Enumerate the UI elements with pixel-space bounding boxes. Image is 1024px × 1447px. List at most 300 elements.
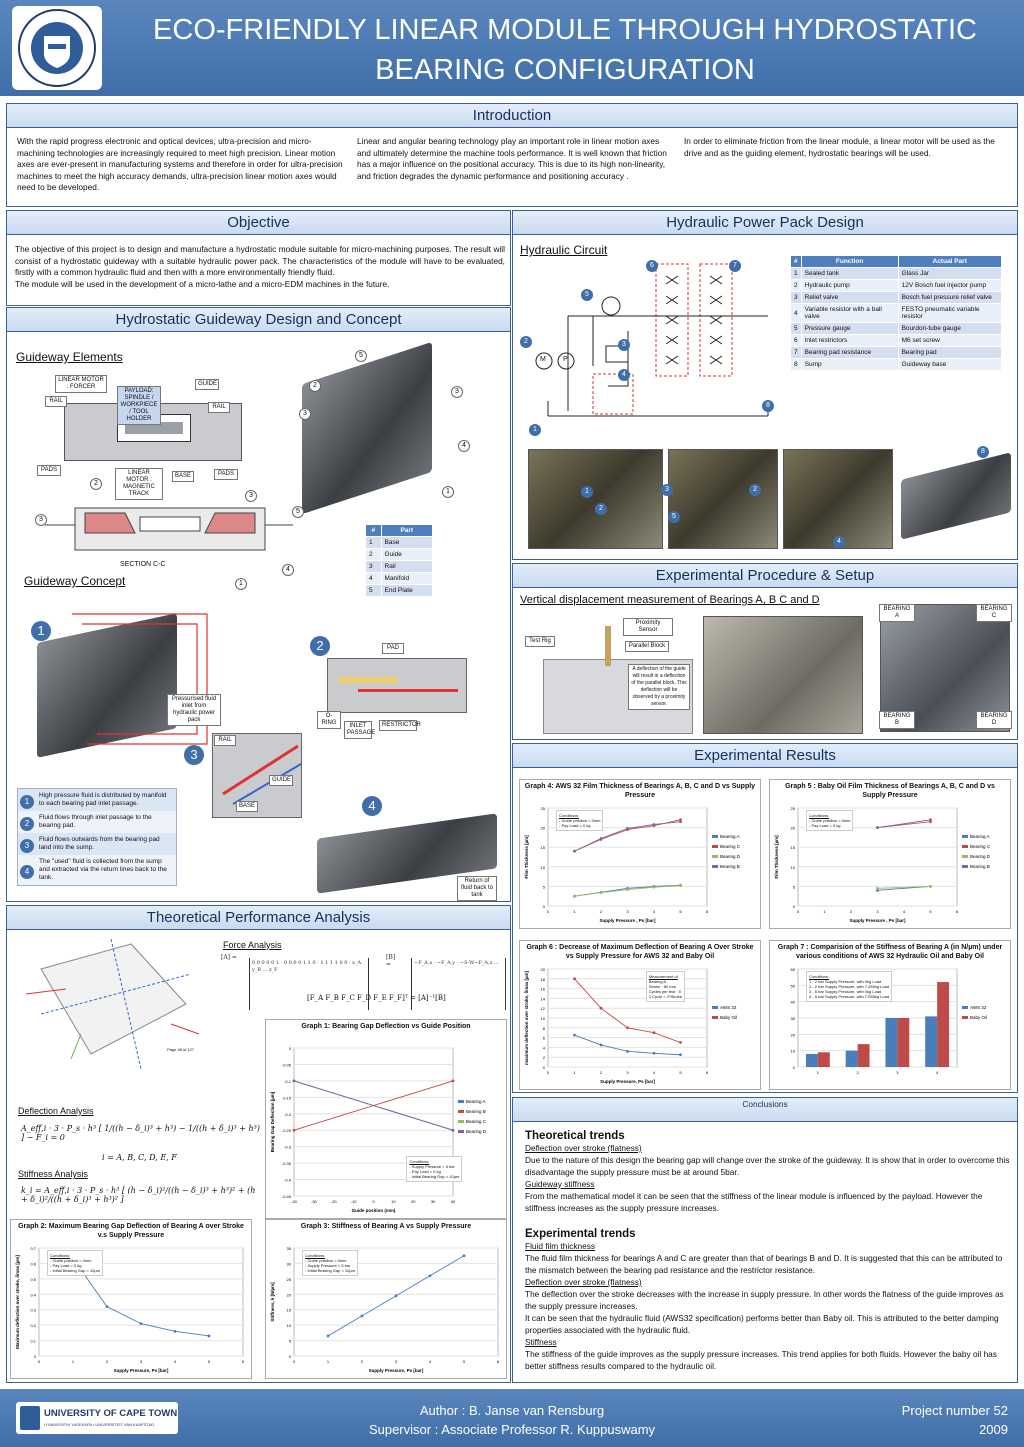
y-tick-label: 0 bbox=[542, 1065, 545, 1070]
chart-conditions-box bbox=[406, 1156, 462, 1182]
chart-g6 bbox=[519, 940, 761, 1090]
callout-3d: 3 bbox=[35, 514, 47, 526]
chart-conditions-box bbox=[302, 1250, 358, 1276]
footer-year: 2009 bbox=[979, 1422, 1008, 1437]
y-axis-label: Maximum deflection over stroke, δmax [µm] bbox=[15, 1255, 20, 1349]
data-point bbox=[626, 1050, 629, 1053]
label-bearing-d: BEARING D bbox=[976, 711, 1012, 729]
x-tick-label: 5 bbox=[929, 909, 932, 914]
procedure-title: Experimental Procedure & Setup bbox=[513, 564, 1017, 588]
results-title: Experimental Results bbox=[513, 744, 1017, 768]
legend-swatch bbox=[712, 855, 718, 858]
parts-cell: Guide bbox=[381, 549, 432, 561]
concept-step-row bbox=[18, 789, 177, 812]
x-tick-label: 6 bbox=[496, 1359, 500, 1364]
power-pack-cell: Inlet restrictors bbox=[801, 335, 898, 347]
chart-g5 bbox=[769, 779, 1011, 929]
concept-step-row bbox=[18, 811, 177, 833]
setup-photo bbox=[703, 616, 863, 734]
data-point bbox=[174, 1330, 177, 1333]
theory-flatness-text: Due to the nature of this design the bearing gap will change over the stroke of the guideway. It is show that in order to overcome this disadvantage the supply pressure must be at around 5bar. bbox=[525, 1155, 1010, 1177]
legend-entry: Bearing A bbox=[720, 834, 740, 839]
bar-aws-32 bbox=[885, 1018, 897, 1067]
y-tick-label: 15 bbox=[790, 845, 795, 851]
x-tick-label: 3 bbox=[896, 1070, 899, 1075]
condition-line: - Guide position = 0mm bbox=[305, 1258, 347, 1263]
chart-g4 bbox=[519, 779, 761, 929]
callout-5b: 5 bbox=[292, 506, 304, 518]
legend-swatch bbox=[712, 1016, 718, 1019]
guideway-panel bbox=[6, 307, 511, 902]
y-tick-label: 18 bbox=[540, 976, 545, 982]
y-tick-label: 0.3 bbox=[30, 1307, 36, 1313]
condition-line: - Pay Load = 0 kg bbox=[409, 1169, 441, 1174]
legend-swatch bbox=[712, 845, 718, 848]
power-pack-row bbox=[791, 304, 1002, 323]
x-tick-label: 5 bbox=[462, 1359, 466, 1364]
circuit-callout-2: 2 bbox=[520, 336, 532, 348]
x-tick-label: -10 bbox=[350, 1199, 357, 1204]
y-tick-label: 35 bbox=[286, 1246, 291, 1251]
data-point bbox=[600, 1007, 603, 1010]
footer-university-name: UNIVERSITY OF CAPE TOWN bbox=[44, 1408, 178, 1419]
data-point bbox=[600, 837, 603, 840]
x-tick-label: 4 bbox=[652, 909, 656, 914]
legend-entry: Bearing B bbox=[970, 864, 990, 869]
power-pack-cell: Variable resistor with a ball valve bbox=[801, 304, 898, 323]
procedure-subheading: Vertical displacement measurement of Bearings A, B C and D bbox=[520, 594, 820, 606]
circuit-callout-3: 3 bbox=[618, 339, 630, 351]
theory-stiffness-heading: Guideway stiffness bbox=[525, 1179, 595, 1189]
callout-4: 4 bbox=[458, 440, 470, 452]
callout-2b: 2 bbox=[90, 478, 102, 490]
series-line bbox=[878, 822, 931, 828]
bar-aws-32 bbox=[806, 1054, 818, 1067]
data-point bbox=[653, 1031, 656, 1034]
condition-line: - Supply Pressure = 5 bar bbox=[409, 1164, 455, 1169]
concept-step-row bbox=[18, 855, 177, 886]
chart-g3 bbox=[265, 1219, 507, 1379]
x-tick-label: 5 bbox=[679, 1070, 682, 1075]
force-analysis-heading: Force Analysis bbox=[223, 940, 282, 950]
legend-swatch bbox=[458, 1120, 464, 1123]
data-point bbox=[395, 1294, 398, 1297]
guideway-concept-heading: Guideway Concept bbox=[24, 574, 126, 588]
callout-1b: 1 bbox=[235, 578, 247, 590]
label-guide: GUIDE bbox=[195, 379, 219, 390]
legend-swatch bbox=[712, 835, 718, 838]
power-pack-panel bbox=[512, 210, 1018, 560]
data-point bbox=[626, 888, 629, 891]
chart-conditions-box bbox=[47, 1250, 103, 1276]
legend-swatch bbox=[962, 1006, 968, 1009]
y-tick-label: 25 bbox=[540, 806, 545, 811]
theory-stiffness-text: From the mathematical model it can be seen that the stiffness of the linear module is influenced by the payload. However the stiffness increases as the supply pressure increases. bbox=[525, 1191, 983, 1213]
data-point bbox=[573, 1034, 576, 1037]
circuit-callout-8: 8 bbox=[762, 400, 774, 412]
condition-line: Bearing A bbox=[648, 979, 667, 984]
photo-callout-2: 2 bbox=[595, 503, 607, 515]
condition-line: 1 Cycle = 2*Stroke bbox=[648, 994, 683, 999]
label-guide-3: GUIDE bbox=[269, 775, 293, 786]
label-base-3: BASE bbox=[236, 801, 258, 812]
parts-cell: Rail bbox=[381, 561, 432, 573]
matrix-b-label: [B] = bbox=[386, 954, 396, 968]
intro-col-3: In order to eliminate friction from the linear module, a linear motor will be used as the drive and as the guiding element, hydrostatic bearings will be used. bbox=[684, 136, 995, 158]
y-tick-label: 0.7 bbox=[30, 1246, 36, 1251]
photo-callout-2b: 2 bbox=[749, 484, 761, 496]
hpp-col-function: Function bbox=[801, 256, 898, 268]
y-tick-label: -0.4 bbox=[284, 1177, 291, 1183]
x-tick-label: 2 bbox=[105, 1359, 109, 1364]
legend-entry: Bearing C bbox=[720, 844, 741, 849]
parts-row bbox=[366, 537, 433, 549]
condition-line: Conditions: bbox=[809, 813, 830, 818]
parts-cell: 2 bbox=[366, 549, 382, 561]
x-tick-label: 20 bbox=[411, 1199, 416, 1204]
label-motor-forcer: LINEAR MOTOR : FORCER bbox=[55, 375, 107, 393]
label-o-ring: O-RING bbox=[317, 711, 341, 729]
label-bearing-a: BEARING A bbox=[879, 604, 915, 622]
parts-row bbox=[366, 585, 433, 597]
power-pack-cell: Relief valve bbox=[801, 292, 898, 304]
photo-callout-3: 3 bbox=[661, 484, 673, 496]
parts-row bbox=[366, 549, 433, 561]
photo-callout-8: 8 bbox=[977, 446, 989, 458]
x-tick-label: 0 bbox=[37, 1359, 41, 1364]
footer-seal-icon bbox=[20, 1406, 40, 1430]
power-pack-cell: 5 bbox=[791, 323, 802, 335]
x-tick-label: 2 bbox=[599, 1070, 603, 1075]
y-tick-label: 8 bbox=[542, 1025, 545, 1031]
footer-university-sub: IYUNIVESITHI YASEKAPA • UNIVERSITEIT VAN KAAPSTAD bbox=[44, 1422, 155, 1427]
chart-conditions-box bbox=[806, 971, 892, 1002]
data-point bbox=[361, 1314, 364, 1317]
circuit-callout-5: 5 bbox=[581, 289, 593, 301]
parts-cell: Base bbox=[381, 537, 432, 549]
y-tick-label: 10 bbox=[540, 864, 545, 870]
y-axis-label: maximum deflection over stroke, δmax [µm] bbox=[524, 970, 529, 1066]
data-point bbox=[140, 1322, 143, 1325]
label-magnetic-track: LINEAR MOTOR : MAGNETIC TRACK bbox=[115, 468, 163, 500]
footer-supervisor: Supervisor : Associate Professor R. Kuppuswamy bbox=[368, 1422, 656, 1437]
label-proximity-sensor: Proximity Sensor bbox=[623, 618, 673, 636]
chart-plot-svg bbox=[520, 963, 762, 1089]
chart-title: Graph 6 : Decrease of Maximum Deflection of Bearing A Over Stroke vs Supply Pressure for AWS 32 and Baby Oil bbox=[526, 944, 754, 960]
x-tick-label: 2 bbox=[849, 909, 853, 914]
data-point bbox=[452, 1129, 455, 1132]
step-number-badge: 1 bbox=[20, 795, 34, 809]
power-pack-row bbox=[791, 323, 1002, 335]
data-point bbox=[573, 977, 576, 980]
data-point bbox=[573, 895, 576, 898]
stiffness-analysis-heading: Stiffness Analysis bbox=[18, 1169, 88, 1179]
legend-swatch bbox=[962, 835, 968, 838]
uct-seal-logo bbox=[12, 6, 102, 90]
label-rail-left: RAIL bbox=[45, 396, 67, 407]
data-point bbox=[452, 1079, 455, 1082]
concept-step-row bbox=[18, 833, 177, 855]
motor-symbol-m: M bbox=[540, 356, 546, 363]
power-pack-row bbox=[791, 268, 1002, 280]
y-tick-label: 0 bbox=[792, 904, 795, 909]
y-tick-label: 10 bbox=[790, 864, 795, 870]
y-tick-label: 20 bbox=[286, 1292, 291, 1298]
legend-entry: Baby Oil bbox=[720, 1015, 738, 1020]
label-inlet-passage: INLET PASSAGE bbox=[344, 721, 372, 739]
step-description: The "used" fluid is collected from the sump and extracted via the return lines back to the tank. bbox=[39, 858, 167, 881]
power-pack-cell: Bearing pad resistance bbox=[801, 347, 898, 359]
legend-swatch bbox=[962, 865, 968, 868]
label-restrictor: RESTRICTOR bbox=[379, 720, 417, 731]
chart-title: Graph 5 : Baby Oil Film Thickness of Bearings A, B, C and D vs Supply Pressure bbox=[785, 783, 995, 799]
x-tick-label: -20 bbox=[330, 1199, 337, 1204]
x-tick-label: 4 bbox=[428, 1359, 432, 1364]
x-axis-label: Supply Pressure, Ps [bar] bbox=[368, 1368, 424, 1373]
x-tick-label: 0 bbox=[546, 909, 550, 914]
legend-entry: Bearing A bbox=[970, 834, 990, 839]
data-point bbox=[626, 1026, 629, 1029]
label-payload: PAYLOAD: SPINDLE / WORKPIECE / TOOL HOLDER bbox=[117, 386, 161, 425]
y-tick-label: 6 bbox=[542, 1035, 545, 1041]
matrix-a-label: [A] = bbox=[221, 954, 237, 961]
footer-uct-logo bbox=[16, 1402, 178, 1434]
y-tick-label: -0.35 bbox=[281, 1161, 291, 1167]
power-pack-row bbox=[791, 292, 1002, 304]
x-tick-label: 2 bbox=[856, 1070, 859, 1075]
y-tick-label: -0.1 bbox=[284, 1078, 291, 1084]
x-tick-label: 40 bbox=[450, 1199, 456, 1204]
parts-cell: 3 bbox=[366, 561, 382, 573]
label-return-fluid: Return of fluid back to tank bbox=[457, 876, 497, 901]
x-axis-label: Supply Pressure, Ps [bar] bbox=[600, 1079, 655, 1084]
condition-line: Conditions: bbox=[409, 1159, 430, 1164]
photo-callout-1: 1 bbox=[581, 486, 593, 498]
chart-title: Graph 7 : Comparision of the Stiffness of Bearing A (in N/µm) under various conditions of AWS 32 Hydraulic Oil and Baby Oil bbox=[777, 944, 1003, 960]
legend-entry: Bearing A bbox=[466, 1099, 486, 1104]
condition-line: 1 - 2 bar Supply Pressure, with 0kg Load bbox=[809, 979, 882, 984]
objective-text: The objective of this project is to design and manufacture a hydrostatic module suitable for micro-machining purposes. The result will consist of a hydrostatic guideway with a suitable hydraulic power pack. The characteristics of the module will have to be evaluated, firstly with a common hydraulic fluid and then with a more environmentally friendly fluid. The module will be used in the development of a micro-lathe and a micro-EDM machines in the future. bbox=[15, 244, 505, 289]
power-pack-photo-2 bbox=[668, 449, 778, 549]
callout-2: 2 bbox=[309, 380, 321, 392]
data-point bbox=[293, 1129, 296, 1132]
power-pack-cell: Bosch fuel pressure relief valve bbox=[898, 292, 1001, 304]
x-tick-label: 10 bbox=[391, 1199, 396, 1204]
y-tick-label: 0.4 bbox=[30, 1292, 36, 1298]
x-tick-label: 0 bbox=[546, 1070, 550, 1075]
y-axis-label: Bearing Gap Deflection [µm] bbox=[270, 1091, 275, 1153]
x-tick-label: 2 bbox=[360, 1359, 364, 1364]
intro-col-2: Linear and angular bearing technology play an important role in linear motion axes and ultimately determine the machine tools performance. It is well known that friction has a major influence on the positional accuracy. This is due to its high non-linearity, and friction degrades the dynamic performance and positioning accuracy . bbox=[357, 136, 667, 181]
chart-plot-svg bbox=[266, 1042, 508, 1218]
power-pack-cell: Bearing pad bbox=[898, 347, 1001, 359]
legend-entry: Bearing B bbox=[720, 864, 740, 869]
concept-step-3-badge: 3 bbox=[184, 745, 204, 765]
condition-line: Measurement of bbox=[648, 974, 678, 979]
data-point bbox=[293, 1079, 296, 1082]
data-point bbox=[679, 1041, 682, 1044]
y-tick-label: 0.1 bbox=[30, 1338, 36, 1344]
power-pack-cell: FESTO pneumatic variable resistor bbox=[898, 304, 1001, 323]
condition-line: - Guide position = 0mm bbox=[50, 1258, 92, 1263]
legend-entry: AWS 32 bbox=[720, 1005, 737, 1010]
x-tick-label: 3 bbox=[139, 1359, 143, 1364]
x-tick-label: 3 bbox=[876, 909, 879, 914]
step-number-badge: 3 bbox=[20, 839, 34, 853]
exp-stiffness-text: The stiffness of the guide improves as the supply pressure increases. This trend applies for both fluids. However the baby oil has better stiffness results compared to the hydraulic oil. bbox=[525, 1349, 997, 1371]
x-tick-label: 3 bbox=[626, 1070, 629, 1075]
y-tick-label: 20 bbox=[790, 825, 795, 831]
legend-entry: AWS 32 bbox=[970, 1005, 987, 1010]
section-label: SECTION C-C bbox=[120, 561, 166, 568]
condition-line: 3 - 5 bar Supply Pressure, with 0kg Load bbox=[809, 989, 882, 994]
power-pack-cell: Hydraulic pump bbox=[801, 280, 898, 292]
legend-entry: Bearing D bbox=[970, 854, 991, 859]
force-matrix-equation: [A] = 0 0 0 0 0 1 · 0 0 0 0 1 1 0 · 1 1 1 1 0 0 · x_A y_B ... z_F [B] = −F_A,x · −F_A,y · −S·W−F_A,z ... bbox=[221, 954, 506, 1014]
step-description: High pressure fluid is distributed by manifold to each bearing pad inlet passage. bbox=[39, 792, 167, 807]
y-tick-label: 15 bbox=[540, 845, 545, 851]
bar-baby-oil bbox=[937, 982, 949, 1067]
y-tick-label: 25 bbox=[790, 806, 795, 811]
step-number-badge: 4 bbox=[20, 865, 34, 879]
power-pack-cell: M6 set screw bbox=[898, 335, 1001, 347]
y-tick-label: 60 bbox=[790, 967, 795, 972]
power-pack-cell: Sump bbox=[801, 359, 898, 371]
exp-film-text: The fluid film thickness for bearings A and C are greater than that of bearings B and D. It is suggested that this can be attributed to the mismatch between the bearing pad resistance and the restrictor resistance. bbox=[525, 1253, 1003, 1275]
step-number-badge: 2 bbox=[20, 817, 34, 831]
hydraulic-circuit-heading: Hydraulic Circuit bbox=[520, 243, 608, 257]
y-tick-label: -0.25 bbox=[281, 1128, 291, 1134]
y-tick-label: 10 bbox=[286, 1323, 291, 1329]
chart-g2 bbox=[10, 1219, 252, 1379]
x-tick-label: 0 bbox=[292, 1359, 296, 1364]
objective-title: Objective bbox=[7, 211, 510, 235]
y-tick-label: 5 bbox=[542, 884, 545, 890]
bar-baby-oil bbox=[818, 1052, 830, 1067]
x-tick-label: 6 bbox=[705, 909, 709, 914]
label-pads-left: PADS bbox=[37, 465, 61, 476]
condition-line: - Pay Load = 0 kg bbox=[50, 1263, 82, 1268]
introduction-panel bbox=[6, 103, 1018, 207]
y-tick-label: 0 bbox=[542, 904, 545, 909]
power-pack-title: Hydraulic Power Pack Design bbox=[513, 211, 1017, 235]
x-tick-label: 1 bbox=[71, 1359, 75, 1364]
footer-author: Author : B. Janse van Rensburg bbox=[419, 1403, 605, 1418]
condition-line: Conditions: bbox=[559, 813, 580, 818]
condition-line: - Initial Bearing Gap = 10µm bbox=[409, 1174, 460, 1179]
x-axis-label: Supply Pressure , Ps [bar] bbox=[599, 918, 656, 923]
parts-col-num: # bbox=[366, 525, 382, 537]
data-point bbox=[573, 850, 576, 853]
proximity-sensor-shape bbox=[605, 626, 611, 666]
label-rail-right: RAIL bbox=[208, 402, 230, 413]
exp-flatness-heading: Deflection over stroke (flatness) bbox=[525, 1277, 642, 1287]
x-tick-label: 3 bbox=[394, 1359, 398, 1364]
data-point bbox=[679, 820, 682, 823]
section-c-c-drawing bbox=[45, 503, 295, 578]
theory-flatness-heading: Deflection over stroke (flatness) bbox=[525, 1143, 642, 1153]
power-pack-table bbox=[790, 255, 1002, 371]
circuit-callout-1: 1 bbox=[529, 424, 541, 436]
y-tick-label: 20 bbox=[790, 1032, 795, 1038]
step-description: Fluid flows through inlet passage to the bearing pad. bbox=[39, 814, 152, 829]
poster-footer bbox=[0, 1389, 1024, 1447]
condition-line: Conditions: bbox=[50, 1253, 71, 1258]
data-point bbox=[876, 887, 879, 890]
footer-project-number: Project number 52 bbox=[901, 1403, 1008, 1418]
data-point bbox=[929, 885, 932, 888]
x-tick-label: 3 bbox=[626, 909, 629, 914]
condition-line: 2 - 2 bar Supply Pressure, with 7.055kg Load bbox=[809, 984, 890, 989]
data-point bbox=[327, 1335, 330, 1338]
bar-aws-32 bbox=[925, 1016, 937, 1067]
x-tick-label: 4 bbox=[652, 1070, 656, 1075]
label-bearing-c: BEARING C bbox=[976, 604, 1012, 622]
guideway-iso-model bbox=[302, 342, 432, 514]
bar-baby-oil bbox=[858, 1044, 870, 1067]
pump-symbol-p: P bbox=[563, 356, 568, 363]
power-pack-cell: 12V Bosch fuel injector pump bbox=[898, 280, 1001, 292]
chart-conditions-box bbox=[806, 810, 853, 831]
parts-cell: Manifold bbox=[381, 573, 432, 585]
concept-2-section bbox=[327, 658, 467, 713]
label-deflection-note: A deflection of the guide will result in a deflection of the parallel block. This deflection will be observed by a proximity sensor. bbox=[628, 664, 690, 710]
x-tick-label: 1 bbox=[823, 909, 826, 914]
chart-title: Graph 3: Stiffness of Bearing A vs Supply Pressure bbox=[300, 1223, 472, 1230]
guideway-title: Hydrostatic Guideway Design and Concept bbox=[7, 308, 510, 332]
x-axis-label: Supply Pressure, Ps [bar] bbox=[113, 1368, 169, 1373]
label-rail-3: RAIL bbox=[214, 735, 236, 746]
objective-panel bbox=[6, 210, 511, 306]
poster-title: ECO-FRIENDLY LINEAR MODULE THROUGH HYDROSTATIC BEARING CONFIGURATION bbox=[153, 14, 977, 86]
x-tick-label: 1 bbox=[816, 1070, 819, 1075]
x-tick-label: 2 bbox=[599, 909, 603, 914]
y-tick-label: 30 bbox=[790, 1016, 795, 1021]
parts-cell: 4 bbox=[366, 573, 382, 585]
data-point bbox=[653, 823, 656, 826]
data-point bbox=[429, 1274, 432, 1277]
y-tick-label: 25 bbox=[286, 1276, 291, 1282]
data-point bbox=[653, 1052, 656, 1055]
introduction-title: Introduction bbox=[7, 104, 1017, 128]
chart-g1 bbox=[265, 1019, 507, 1219]
y-tick-label: -0.05 bbox=[281, 1062, 291, 1068]
concept-steps-list bbox=[17, 788, 177, 886]
callout-3: 3 bbox=[451, 386, 463, 398]
condition-line: - Pay Load = 0 kg bbox=[559, 823, 591, 828]
chart-conditions-box bbox=[646, 971, 685, 1002]
legend-swatch bbox=[712, 1006, 718, 1009]
parts-cell: 1 bbox=[366, 537, 382, 549]
hydraulic-circuit-diagram bbox=[518, 256, 783, 441]
exp-film-heading: Fluid film thickness bbox=[525, 1241, 596, 1251]
condition-line: Conditions: bbox=[809, 974, 830, 979]
x-tick-label: -30 bbox=[310, 1199, 317, 1204]
y-tick-label: 10 bbox=[540, 1016, 545, 1021]
theory-title: Theoretical Performance Analysis bbox=[7, 906, 510, 930]
y-tick-label: 0 bbox=[288, 1046, 291, 1051]
exp-flatness-text: The deflection over the stroke decreases with the increase in supply pressure. In other words the flatness of the guide improves as the supply pressure increases. bbox=[525, 1289, 1004, 1311]
condition-line: - Initial Bearing Gap = 10µm bbox=[305, 1268, 355, 1273]
step-description: Fluid flows outwards from the bearing pad land into the sump. bbox=[39, 836, 160, 851]
condition-line: - Initial Bearing Gap = 10µm bbox=[50, 1268, 100, 1273]
callout-1: 1 bbox=[442, 486, 454, 498]
x-tick-label: 6 bbox=[705, 1070, 709, 1075]
data-point bbox=[653, 886, 656, 889]
label-pads-right: PADS bbox=[214, 469, 238, 480]
x-tick-label: 0 bbox=[372, 1199, 375, 1204]
procedure-panel bbox=[512, 563, 1018, 740]
